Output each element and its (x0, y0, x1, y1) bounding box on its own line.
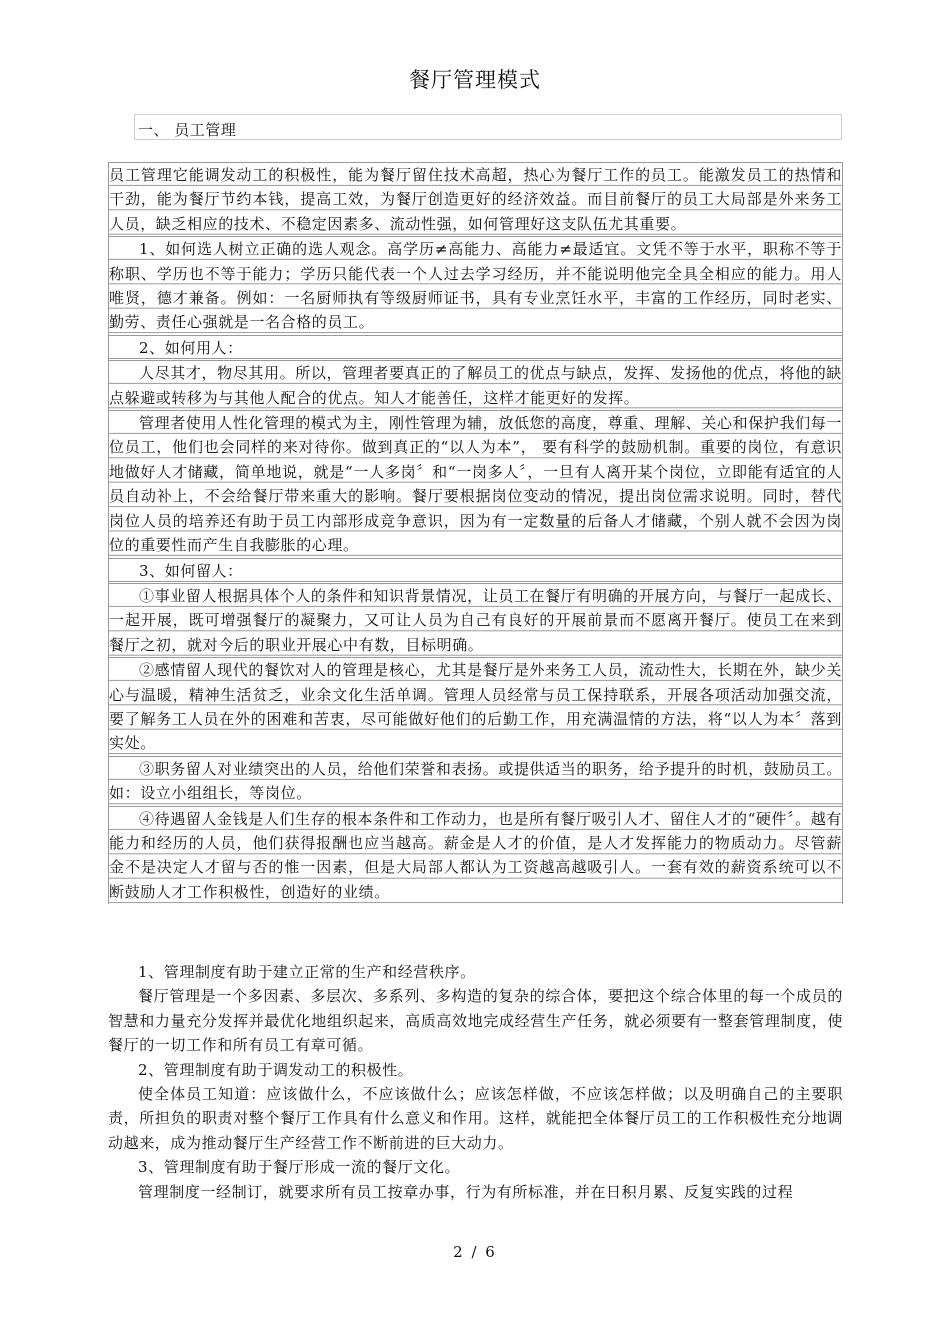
paragraph: 使全体员工知道：应该做什么，不应该做什么；应该怎样做，不应该怎样做；以及明确自己的主要职责，所担负的职责对整个餐厅工作具有什么意义和作用。这样，就能把全体餐厅员工的工作积极性充分地调动越来，成为推动餐厅生产经营工作不断前进的巨大动力。 (108, 1085, 843, 1152)
paragraph: ②感情留人现代的餐饮对人的管理是核心，尤其是餐厅是外来务工人员，流动性大，长期在外，缺少关心与温暖，精神生活贫乏，业余文化生活单调。管理人员经常与员工保持联系，开展各项活动加强交流，要了解务工人员在外的困难和苦衷，尽可能做好他们的后勤工作，用充满温情的方法，将“以人为本〞落到实处。 (108, 657, 843, 756)
paragraph: 2、管理制度有助于调发动工的积极性。 (138, 1060, 414, 1079)
page-title: 餐厅管理模式 (409, 68, 541, 92)
block-employee-management (108, 162, 843, 904)
paragraph: 人尽其才，物尽其用。所以，管理者要真正的了解员工的优点与缺点，发挥、发扬他的优点，将他的缺点躲避或转移为与其他人配合的优点。知人才能善任，这样才能更好的发挥。 (108, 360, 843, 410)
paragraph: 管理制度一经制订，就要求所有员工按章办事，行为有所标准，并在日积月累、反复实践的过程 (138, 1182, 794, 1201)
page-number: 2 / 6 (453, 1243, 497, 1261)
paragraph: 2、如何用人： (108, 335, 843, 360)
section-heading-box (134, 114, 842, 140)
paragraph: ①事业留人根据具体个人的条件和知识背景情况，让员工在餐厅有明确的开展方向，与餐厅一起成长、一起开展，既可增强餐厅的凝聚力，又可让人员为自己有良好的开展前景而不愿离开餐厅。使员工在来到餐厅之初，就对今后的职业开展心中有数，目标明确。 (108, 583, 843, 657)
section-heading: 一、 员工管理 (138, 121, 237, 139)
block-management-system (108, 960, 843, 1204)
paragraph: 员工管理它能调发动工的积极性，能为餐厅留住技术高超，热心为餐厅工作的员工。能激发员工的热情和干劲，能为餐厅节约本钱，提高工效，为餐厅创造更好的经济效益。而目前餐厅的员工大局部是外来务工人员，缺乏相应的技术、不稳定因素多、流动性强，如何管理好这支队伍尤其重要。 (108, 162, 843, 236)
paragraph: ③职务留人对业绩突出的人员，给他们荣誉和表扬。或提供适当的职务，给予提升的时机，鼓励员工。如：设立小组组长，等岗位。 (108, 756, 843, 806)
paragraph: 3、如何留人： (108, 558, 843, 583)
paragraph: 1、管理制度有助于建立正常的生产和经营秩序。 (138, 963, 476, 981)
paragraph: 管理者使用人性化管理的模式为主，刚性管理为辅，放低您的高度，尊重、理解、关心和保护我们每一位员工，他们也会同样的来对待你。做到真正的“以人为本”， 要有科学的鼓励机制。重要的岗位，有意识地做好人才储藏，简单地说，就是“一人多岗〞和“一岗多人〞，一旦有人离开某个岗位，立即能有适宜的人员自动补上，不会给餐厅带来重大的影响。餐厅要根据岗位变动的情况，提出岗位需求说明。同时，替代岗位人员的培养还有助于员工内部形成竞争意识，因为有一定数量的后备人才储藏，个别人就不会因为岗位的重要性而产生自我膨胀的心理。 (108, 410, 843, 557)
paragraph: 3、管理制度有助于餐厅形成一流的餐厅文化。 (138, 1158, 461, 1177)
paragraph: 1、如何选人树立正确的选人观念。高学历≠高能力、高能力≠最适宜。文凭不等于水平，职称不等于称职、学历也不等于能力；学历只能代表一个人过去学习经历，并不能说明他完全具全相应的能力。用人唯贤，德才兼备。例如：一名厨师执有等级厨师证书，具有专业烹饪水平，丰富的工作经历，同时老实、勤劳、责任心强就是一名合格的员工。 (108, 236, 843, 335)
paragraph: 餐厅管理是一个多因素、多层次、多系列、多构造的复杂的综合体，要把这个综合体里的每一个成员的智慧和力量充分发挥并最优化地组织起来，高质高效地完成经营生产任务，就必须要有一整套管理制度，使餐厅的一切工作和所有员工有章可循。 (108, 987, 843, 1055)
paragraph: ④待遇留人金钱是人们生存的根本条件和工作动力，也是所有餐厅吸引人才、留住人才的“硬件〞。越有能力和经历的人员，他们获得报酬也应当越高。薪金是人才的价值，是人才发挥能力的物质动力。尽管薪金不是决定人才留与否的惟一因素，但是大局部人都认为工资越高越吸引人。一套有效的薪资系统可以不断鼓励人才工作积极性，创造好的业绩。 (108, 806, 843, 905)
